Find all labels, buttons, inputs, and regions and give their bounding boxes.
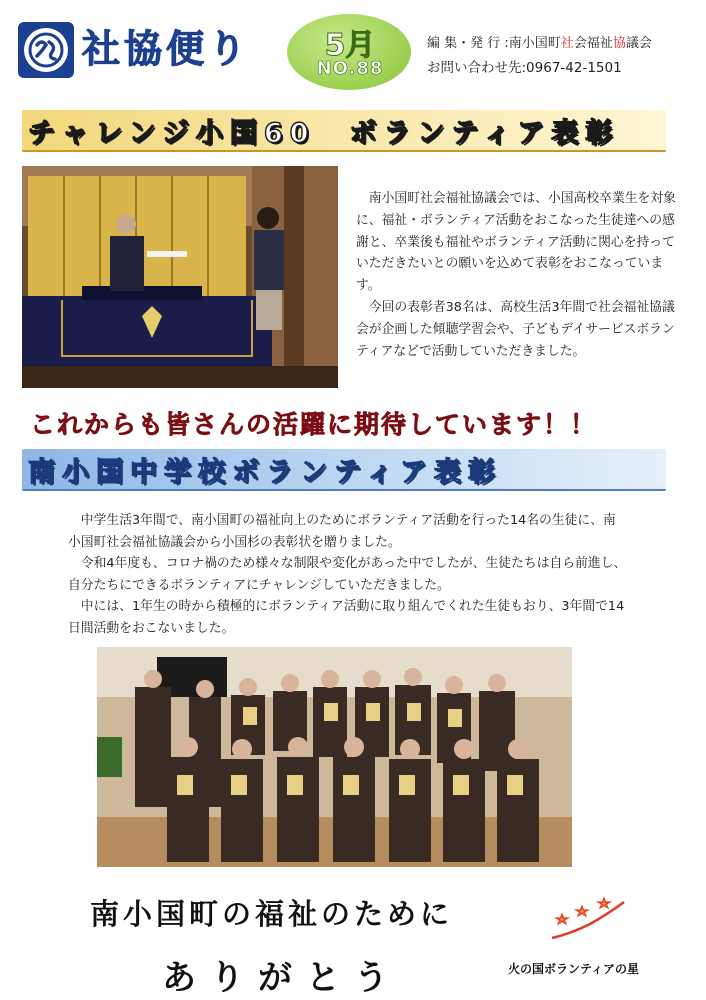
section2-paragraph: 令和4年度も、コロナ禍のため様々な制限や変化があった中でしたが、生徒たちは自ら前進し、自分たちにできるボランティアにチャレンジしていただきました。 bbox=[68, 556, 627, 593]
award-ceremony-photo bbox=[22, 166, 338, 388]
section1-heading: チャレンジ小国60 ボランティア表彰 bbox=[28, 117, 620, 149]
issue-month: 5月 bbox=[324, 28, 376, 63]
volunteer-star-icon bbox=[548, 894, 628, 946]
section1-banner bbox=[22, 110, 666, 152]
slogan-text: これからも皆さんの活躍に期待しています！！ bbox=[30, 410, 598, 439]
section1-paragraph: 南小国町社会福祉協議会では、小国高校卒業生を対象に、福祉・ボランティア活動をおこなった生徒達への感謝と、卒業後も福祉やボランティア活動に関心を持っていただきたいとの願いを込めて表彰をおこなっています。 bbox=[356, 191, 676, 294]
section2-body bbox=[68, 510, 628, 640]
section1-body bbox=[356, 188, 678, 362]
issue-number: NO.88 bbox=[316, 58, 384, 79]
contact-line: お問い合わせ先:0967-42-1501 bbox=[427, 60, 622, 76]
shakyo-logo-icon bbox=[18, 22, 74, 78]
newsletter-title: 社協便り bbox=[82, 27, 251, 71]
thanks-line-2: ありがとう bbox=[162, 958, 402, 998]
section2-heading: 南小国中学校ボランティア表彰 bbox=[28, 456, 502, 488]
volunteer-star-label: 火の国ボランティアの星 bbox=[508, 962, 640, 976]
students-group-photo bbox=[97, 647, 572, 867]
publisher-line: 編 集・発 行 :南小国町社会福祉協議会 bbox=[427, 36, 652, 51]
section2-paragraph: 中学生活3年間で、南小国町の福祉向上のためにボランティア活動を行った14名の生徒に、南小国町社会福祉協議会から小国杉の表彰状を贈りました。 bbox=[68, 513, 616, 550]
section2-paragraph: 中には、1年生の時から積極的にボランティア活動に取り組んでくれた生徒もおり、3年間で14日間活動をおこないました。 bbox=[68, 599, 625, 636]
section1-paragraph: 今回の表彰者38名は、高校生活3年間で社会福祉協議会が企画した傾聴学習会や、子どもデイサービスボランティアなどで活動していただきました。 bbox=[356, 299, 675, 359]
thanks-line-1: 南小国町の福祉のために bbox=[90, 897, 454, 931]
section2-banner bbox=[22, 449, 666, 491]
